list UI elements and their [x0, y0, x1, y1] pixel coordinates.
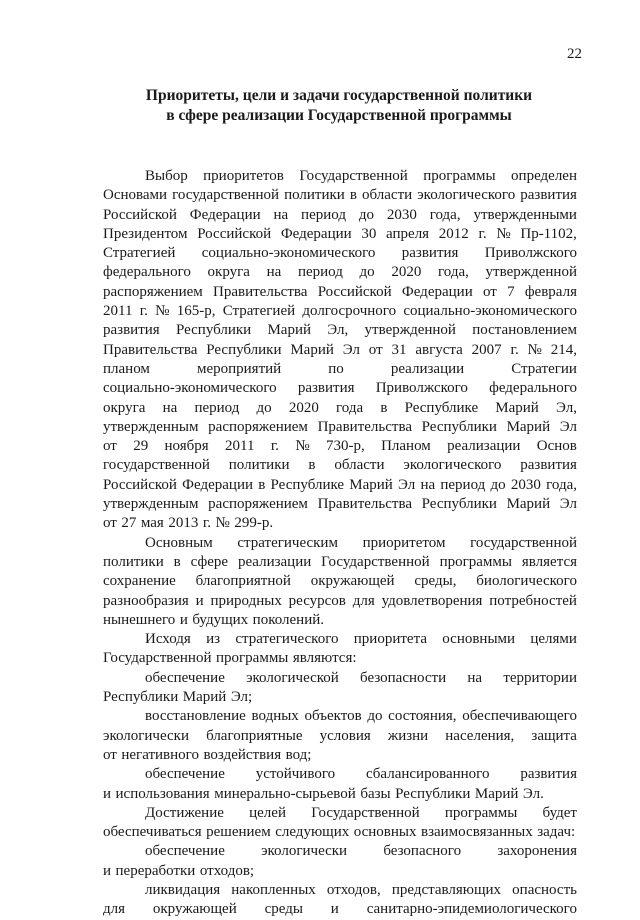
- paragraph-line: государственной политики в области экологического развития: [103, 457, 577, 474]
- paragraph-line: Исходя из стратегического приоритета основными целями: [145, 631, 577, 648]
- paragraph: [103, 765, 577, 804]
- section-heading-line-2: в сфере реализации Государственной программы: [166, 107, 512, 124]
- section-heading: [100, 86, 578, 126]
- paragraph-line: политики в сфере реализации Государственной программы является: [103, 553, 577, 570]
- paragraph-line: федерального округа на период до 2020 года, утвержденной: [103, 264, 577, 281]
- paragraph-line: Выбор приоритетов Государственной программы определен: [145, 168, 577, 184]
- paragraph-line: Государственной программы являются:: [103, 650, 357, 667]
- paragraph-line: планом мероприятий по реализации Стратегии: [103, 360, 577, 377]
- paragraph: [103, 707, 577, 765]
- paragraph-line: разнообразия и природных ресурсов для удовлетворения потребностей: [103, 592, 577, 609]
- paragraph-line: округа на период до 2020 года в Республике Марий Эл,: [103, 399, 577, 416]
- paragraph-line: ликвидация накопленных отходов, представляющих опасность: [145, 881, 577, 898]
- paragraph: [103, 630, 577, 669]
- paragraph: [103, 669, 577, 708]
- paragraph: [103, 534, 577, 630]
- paragraph-line: Основами государственной политики в области экологического развития: [103, 187, 577, 204]
- paragraph-line: от 29 ноября 2011 г. № 730-р, Планом реализации Основ: [103, 438, 577, 455]
- section-heading-line-1: Приоритеты, цели и задачи государственной политики: [145, 87, 533, 104]
- paragraph-line: и переработки отходов;: [103, 862, 255, 879]
- paragraph-line: обеспечение экологической безопасности на территории: [145, 669, 577, 686]
- paragraph-line: утвержденным распоряжением Правительства Республики Марий Эл: [103, 496, 577, 513]
- paragraph-line: обеспечение устойчивого сбалансированного развития: [145, 766, 577, 783]
- document-body: [103, 167, 577, 920]
- paragraph-line: Президентом Российской Федерации 30 апреля 2012 г. № Пр-1102,: [103, 225, 577, 242]
- paragraph-line: от негативного воздействия вод;: [103, 746, 312, 763]
- paragraph-line: обеспечение экологически безопасного захоронения: [145, 843, 577, 860]
- paragraph-line: развития Республики Марий Эл, утвержденной постановлением: [103, 322, 577, 339]
- paragraph-line: Основным стратегическим приоритетом государственной: [145, 534, 577, 551]
- paragraph-line: от 27 мая 2013 г. № 299-р.: [103, 515, 274, 532]
- paragraph: [103, 842, 577, 881]
- paragraph-line: нынешнего и будущих поколений.: [103, 611, 325, 628]
- paragraph-line: Российской Федерации на период до 2030 года, утвержденными: [103, 206, 577, 223]
- page-number: 22: [567, 46, 582, 62]
- paragraph-line: для окружающей среды и санитарно-эпидемиологического: [103, 901, 577, 918]
- paragraph-line: и использования минерально-сырьевой базы Республики Марий Эл.: [103, 785, 544, 802]
- paragraph-line: Республики Марий Эл;: [103, 689, 253, 706]
- paragraph-line: Правительства Республики Марий Эл от 31 августа 2007 г. № 214,: [103, 341, 577, 358]
- paragraph-line: обеспечиваться решением следующих основных взаимосвязанных задач:: [103, 824, 576, 841]
- paragraph: [103, 881, 577, 920]
- paragraph-line: социально-экономического развития Приволжского федерального: [103, 380, 577, 397]
- paragraph-line: Достижение целей Государственной программы будет: [145, 804, 577, 821]
- paragraph: [103, 167, 577, 534]
- paragraph-line: сохранение благоприятной окружающей среды, биологического: [103, 573, 577, 590]
- paragraph: [103, 804, 577, 843]
- paragraph-line: утвержденным распоряжением Правительства Республики Марий Эл: [103, 418, 577, 435]
- paragraph-line: Стратегией социально-экономического развития Приволжского: [103, 245, 577, 262]
- paragraph-line: восстановление водных объектов до состояния, обеспечивающего: [145, 708, 577, 725]
- paragraph-line: 2011 г. № 165-р, Стратегией долгосрочного социально-экономического: [103, 303, 577, 320]
- paragraph-line: распоряжением Правительства Российской Федерации от 7 февраля: [103, 283, 577, 300]
- paragraph-line: Российской Федерации в Республике Марий Эл на период до 2030 года,: [103, 476, 577, 493]
- paragraph-line: экологически благоприятные условия жизни населения, защита: [103, 727, 577, 744]
